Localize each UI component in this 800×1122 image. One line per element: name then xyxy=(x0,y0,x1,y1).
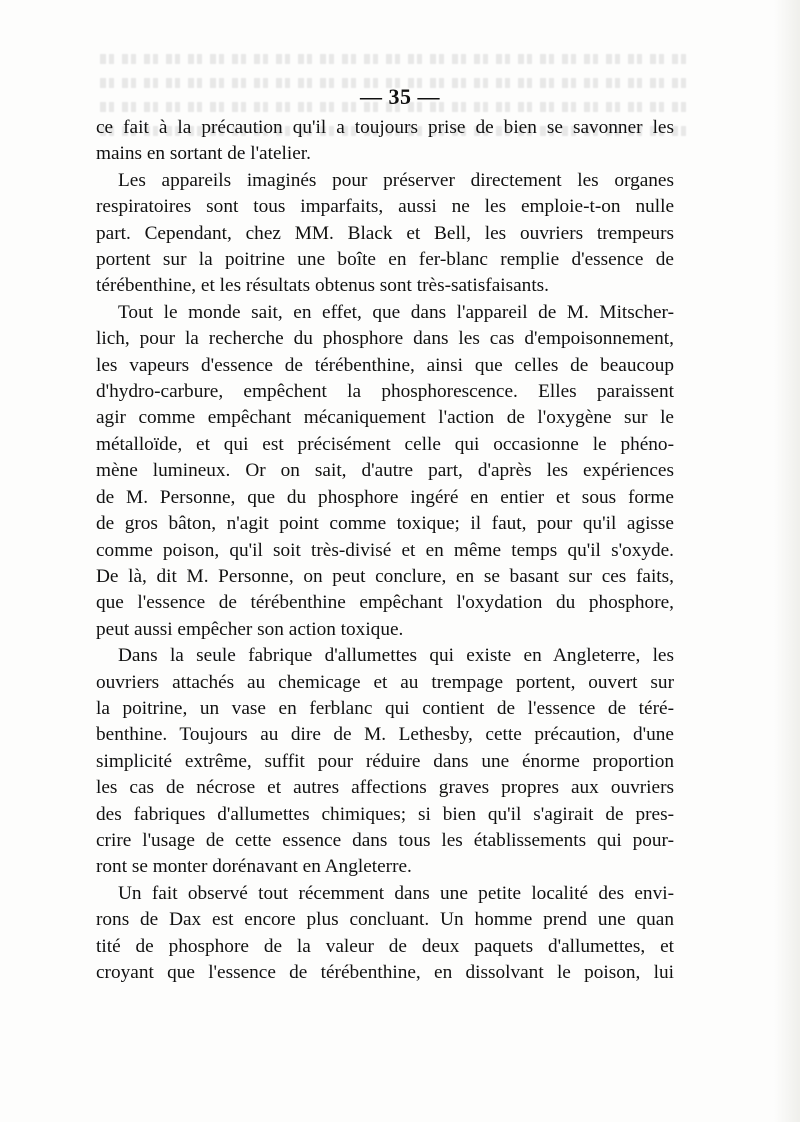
text-line: part. Cependant, chez MM. Black et Bell, les ouvriers trempeurs xyxy=(96,222,674,244)
text-line: lich, pour la recherche du phosphore dans les cas d'empoisonnement, xyxy=(96,328,674,350)
text-line: simplicité extrême, suffit pour réduire dans une énorme proportion xyxy=(96,750,674,772)
text-line: la poitrine, un vase en ferblanc qui contient de l'essence de téré- xyxy=(96,697,674,719)
text-line: Un fait observé tout récemment dans une petite localité des envi- xyxy=(118,882,674,904)
text-line: les cas de nécrose et autres affections graves propres aux ouvriers xyxy=(96,777,674,799)
text-line: peut aussi empêcher son action toxique. xyxy=(96,618,404,640)
text-line: térébenthine, et les résultats obtenus sont très-satisfaisants. xyxy=(96,275,549,297)
text-line: tité de phosphore de la valeur de deux paquets d'allumettes, et xyxy=(96,935,674,957)
paragraph-1 xyxy=(96,115,674,168)
page-edge-shadow xyxy=(774,0,800,1122)
text-line: respiratoires sont tous imparfaits, aussi ne les emploie-t-on nulle xyxy=(96,196,674,218)
text-line: De là, dit M. Personne, on peut conclure, en se basant sur ces faits, xyxy=(96,565,674,587)
text-line: d'hydro-carbure, empêchent la phosphorescence. Elles paraissent xyxy=(96,381,674,403)
page-number: — 35 — xyxy=(360,84,440,109)
text-line: des fabriques d'allumettes chimiques; si bien qu'il s'agirait de pres- xyxy=(96,803,674,825)
text-line: ront se monter dorénavant en Angleterre. xyxy=(96,856,412,878)
text-line: ce fait à la précaution qu'il a toujours prise de bien se savonner les xyxy=(96,117,674,138)
text-line: benthine. Toujours au dire de M. Lethesby, cette précaution, d'une xyxy=(96,724,674,746)
paragraph-2 xyxy=(96,168,674,300)
text-line: que l'essence de térébenthine empêchant l'oxydation du phosphore, xyxy=(96,592,674,614)
paragraph-5 xyxy=(96,881,674,987)
text-line: mains en sortant de l'atelier. xyxy=(96,143,311,165)
text-line: agir comme empêchant mécaniquement l'action de l'oxygène sur le xyxy=(96,407,674,429)
text-line: métalloïde, et qui est précisément celle qui occasionne le phéno- xyxy=(96,433,674,455)
text-line: de M. Personne, que du phosphore ingéré en entier et sous forme xyxy=(96,486,674,508)
text-line: Les appareils imaginés pour préserver directement les organes xyxy=(118,169,674,191)
text-line: croyant que l'essence de térébenthine, en dissolvant le poison, lui xyxy=(96,962,674,983)
text-line: portent sur la poitrine une boîte en fer-blanc remplie d'essence de xyxy=(96,249,674,271)
paragraph-4 xyxy=(96,643,674,881)
text-line: les vapeurs d'essence de térébenthine, ainsi que celles de beaucoup xyxy=(96,354,674,376)
paragraph-3 xyxy=(96,300,674,643)
text-line: crire l'usage de cette essence dans tous les établissements qui pour- xyxy=(96,829,674,851)
body-text xyxy=(96,115,674,986)
text-line: Dans la seule fabrique d'allumettes qui existe en Angleterre, les xyxy=(118,645,674,667)
text-line: Tout le monde sait, en effet, que dans l'appareil de M. Mitscher- xyxy=(118,301,674,323)
text-line: mène lumineux. Or on sait, d'autre part, d'après les expériences xyxy=(96,460,674,482)
text-line: de gros bâton, n'agit point comme toxique; il faut, pour qu'il agisse xyxy=(96,513,674,535)
text-line: rons de Dax est encore plus concluant. Un homme prend une quan xyxy=(96,909,674,931)
text-line: ouvriers attachés au chemicage et au trempage portent, ouvert sur xyxy=(96,671,674,693)
text-line: comme poison, qu'il soit très-divisé et en même temps qu'il s'oxyde. xyxy=(96,539,674,561)
